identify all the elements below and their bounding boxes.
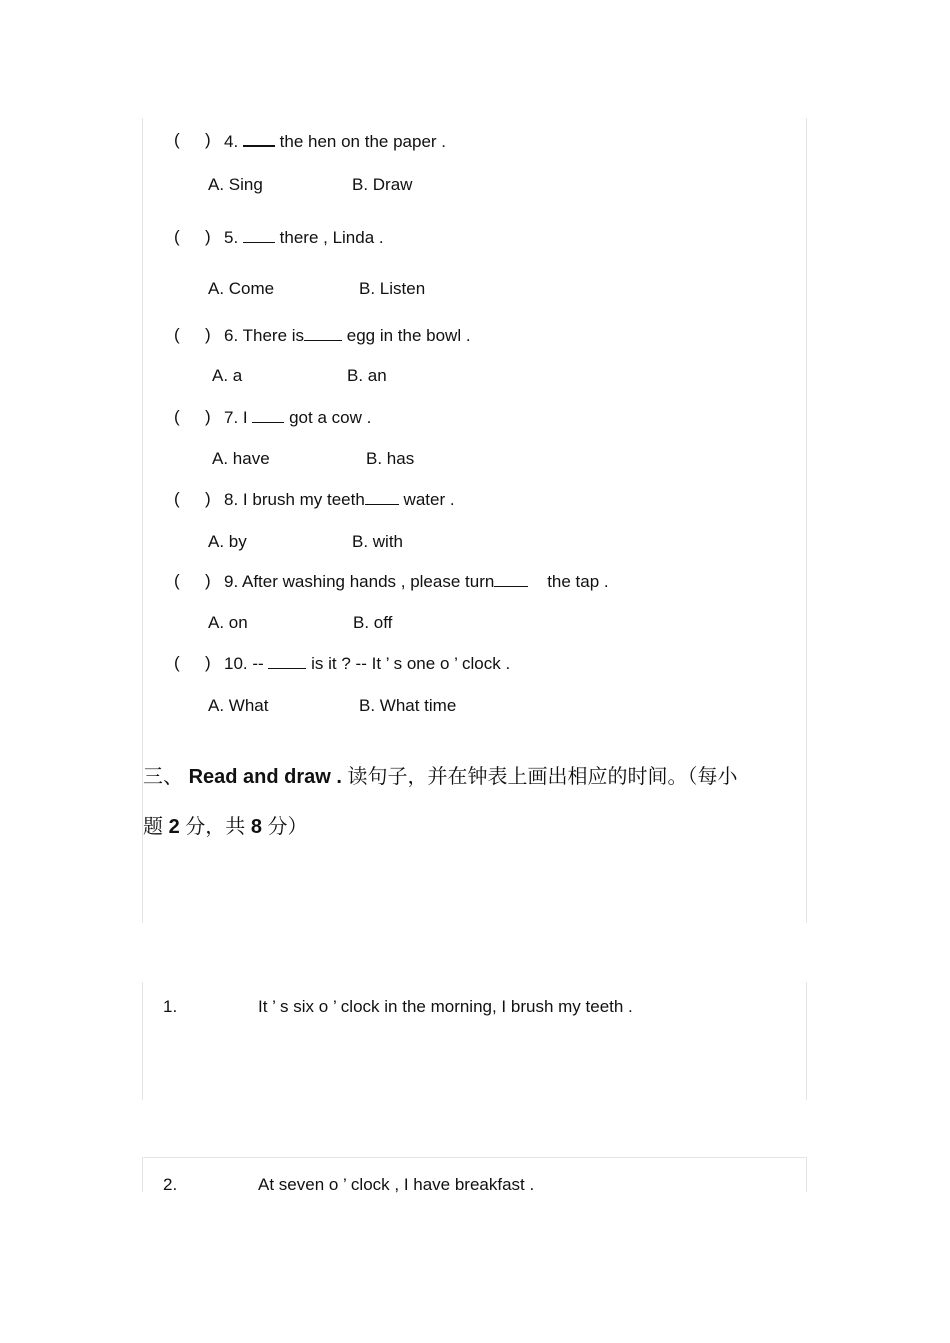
answer-paren-close: ) [205,130,211,149]
answer-blank[interactable] [243,129,275,147]
question-text: 9. After washing hands , please turn the tap . [224,572,609,591]
question-text: 6. There is egg in the bowl . [224,326,471,345]
option-b[interactable]: B. Listen [359,279,426,298]
item-sentence: At seven o ’ clock , I have breakfast . [258,1175,535,1194]
answer-paren-close: ) [205,489,211,508]
option-a[interactable]: A. What [208,696,269,715]
question-text: 4. the hen on the paper . [224,129,446,153]
answer-paren-open: ( [174,325,180,344]
option-a[interactable]: A. a [212,366,243,385]
option-a[interactable]: A. by [208,532,247,551]
box1-right-line [806,982,807,1100]
answer-blank[interactable] [365,488,399,505]
answer-paren-open: ( [174,407,180,426]
item-number: 2. [163,1175,178,1194]
option-b[interactable]: B. has [366,449,415,468]
option-b[interactable]: B. off [353,613,393,632]
answer-blank[interactable] [494,570,528,587]
box2-left-line [142,1157,143,1192]
option-b[interactable]: B. Draw [352,175,413,194]
option-a[interactable]: A. Sing [208,175,263,194]
answer-paren-close: ) [205,325,211,344]
question-text: 10. -- is it ? -- It ’ s one o ’ clock . [224,654,511,673]
answer-blank[interactable] [252,406,284,423]
box2-right-line [806,1157,807,1192]
answer-paren-open: ( [174,227,180,246]
option-a[interactable]: A. on [208,613,248,632]
answer-blank[interactable] [268,652,306,669]
answer-paren-close: ) [205,227,211,246]
answer-paren-open: ( [174,653,180,672]
option-b[interactable]: B. with [352,532,404,551]
frame-left-line [142,118,143,923]
question-text: 8. I brush my teeth water . [224,490,455,509]
box2-top-line [142,1157,807,1158]
option-b[interactable]: B. an [347,366,387,385]
answer-paren-close: ) [205,653,211,672]
item-sentence: It ’ s six o ’ clock in the morning, I brush my teeth . [258,997,633,1016]
answer-paren-close: ) [205,571,211,590]
item-number: 1. [163,997,178,1016]
section-3-heading-line2: 题 2 分，共 8 分） [143,816,308,838]
answer-paren-open: ( [174,130,180,149]
answer-paren-close: ) [205,407,211,426]
question-text: 5. there , Linda . [224,228,384,247]
question-text: 7. I got a cow . [224,408,372,427]
answer-blank[interactable] [243,226,275,243]
option-b[interactable]: B. What time [359,696,457,715]
frame-right-line [806,118,807,923]
section-3-heading: 三、 Read and draw . 读句子，并在钟表上画出相应的时间。（每小 [143,766,738,788]
box1-left-line [142,982,143,1100]
answer-paren-open: ( [174,489,180,508]
option-a[interactable]: A. have [212,449,270,468]
answer-blank[interactable] [304,324,342,341]
option-a[interactable]: A. Come [208,279,275,298]
answer-paren-open: ( [174,571,180,590]
